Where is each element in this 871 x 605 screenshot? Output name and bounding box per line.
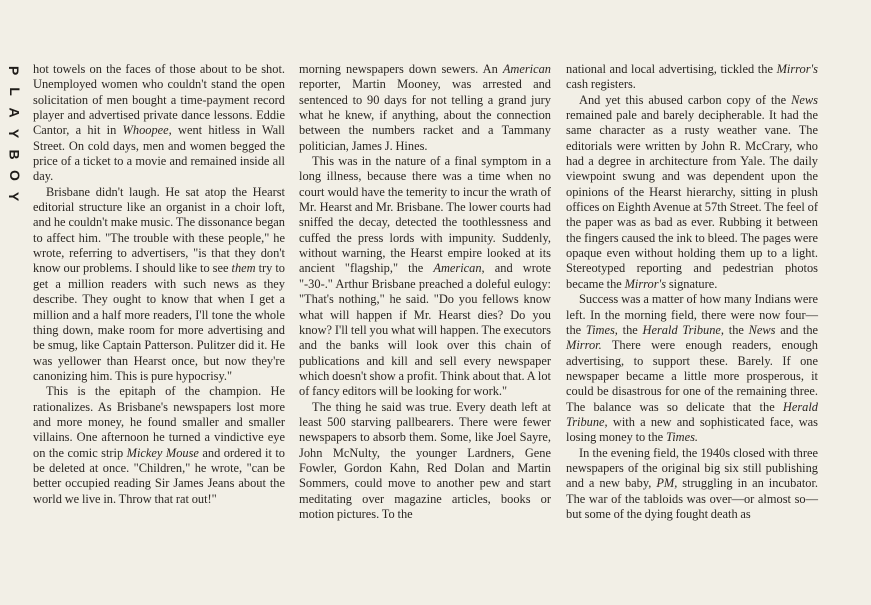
text-run: reporter, Martin Mooney, was arrested and sentenced to 90 days for not telling a grand jury what he knew, if anything, about the connection between the numbers racket and a Tammany politician, James J. Hines. <box>299 77 551 153</box>
paragraph <box>33 384 285 507</box>
text-run: national and local advertising, tickled the <box>566 62 777 76</box>
text-run: the <box>617 322 643 337</box>
paragraph <box>299 400 551 523</box>
paragraph <box>299 62 551 154</box>
text-run: with a new and sophisticated face, was losing money to the <box>566 414 818 445</box>
text-run: cash registers. <box>566 77 636 92</box>
italic-title: Whoopee, <box>122 123 172 138</box>
running-head-letter: B <box>6 149 23 160</box>
text-run: In the evening field, the 1940s closed with three newspapers of the original big six still publishing and a new baby, <box>566 445 818 491</box>
running-head-letter: L <box>6 87 23 96</box>
text-column-1 <box>33 62 285 507</box>
paragraph <box>566 62 818 93</box>
italic-title: Mirror. <box>566 338 602 353</box>
running-head-letter: A <box>6 107 23 118</box>
text-run: struggling in an incubator. The war of the tabloids was over—or almost so—but some of the dying fought death as <box>566 476 818 521</box>
text-run: went hitless in Wall Street. On cold days, men and women begged the price of a ticket to a movie and remained inside all day. <box>33 123 285 184</box>
text-run: signature. <box>666 276 718 291</box>
paragraph <box>299 154 551 400</box>
text-run: Success was a matter of how many Indians were left. In the morning field, there were now four—the <box>566 292 818 337</box>
text-run: try to get a million readers with such news as they describe. They ought to know that when I get a million and a half more readers, I'll tone the whole thing down, make room for more advertising and be smug, like Captain Patterson. Pulitzer did it. He was yellower than Hearst once, but now they're canonizing him. This is pure hypocrisy." <box>33 261 286 383</box>
paragraph <box>566 93 818 292</box>
paragraph <box>566 292 818 445</box>
italic-title: American <box>502 62 551 76</box>
italic-title: American, <box>433 261 485 276</box>
italic-title: Times. <box>665 430 699 445</box>
paragraph <box>33 185 285 384</box>
italic-title: News <box>748 322 776 337</box>
text-run: The thing he said was true. Every death left at least 500 starving pallbearers. There were fewer newspapers to absorb them. Some, like Joel Sayre, John McNulty, the younger Lardners, Gene Fowler, Gordon Kahn, Red Dolan and Martin Sommers, could move to another pew and start meditating over magazine articles, books or motion pictures. To the <box>299 399 551 521</box>
paragraph <box>33 62 285 185</box>
text-run: Brisbane didn't laugh. He sat atop the Hearst editorial structure like an organist in a choir loft, and he couldn't make music. The dissonance began to affect him. "The trouble with these people," he wrote, referring to advertisers, "is that they don't know our problems. I should like to see <box>33 184 285 276</box>
running-head-letter: O <box>6 170 23 181</box>
italic-title: PM, <box>656 476 678 491</box>
text-run: morning newspapers down sewers. An <box>299 62 503 76</box>
text-run: and wrote "-30-." Arthur Brisbane preached a doleful eulogy: "That's nothing," he said. "Do you fellows know what will happen if Mr. Hearst dies? Do you know? I'll tell you what will happen. The executors and the banks will look over this chain of publications and kill and sell every newspaper which doesn't show a profit. Think about that. A lot of fancy editors will be looking for work." <box>299 261 552 399</box>
text-run: hot towels on the faces of those about to be shot. Unemployed women who couldn't stand the open solicitation of men bought a time-payment record player and advertised private dance lessons. Eddie Cantor, a hit in <box>33 62 285 138</box>
paragraph <box>566 446 818 523</box>
italic-emphasis: them <box>231 261 256 276</box>
italic-title: Mirror's <box>624 276 667 291</box>
running-head-letter: Y <box>6 128 23 139</box>
text-run: and ordered it to be deleted at once. "Children," he wrote, "can be better occupied reading Sir James Jeans about the world we live in. Throw that rat out!" <box>33 445 285 506</box>
italic-title: Herald Tribune, <box>642 322 725 337</box>
text-run: the <box>724 322 749 337</box>
running-head-letter: P <box>6 65 23 76</box>
text-run: And yet this abused carbon copy of the <box>579 92 792 107</box>
italic-title: Times, <box>585 322 618 337</box>
text-run: There were enough readers, enough advertising, to support these. Barely. If one newspaper became a little more prosperous, it could be disastrous for one of the remaining three. The balance was so delicate that the <box>566 338 818 414</box>
text-column-3 <box>566 62 818 522</box>
italic-title: Herald Tribune, <box>566 399 818 429</box>
italic-title: Mirror's <box>776 62 818 76</box>
text-run: This was in the nature of a final symptom in a long illness, because there was a time when no court would have the temerity to incur the wrath of Mr. Hearst and Mr. Brisbane. The lower courts had sniffed the decay, detected the toothlessness and cuffed the press lords with impunity. Suddenly, without warning, the Hearst empire looked at its ancient "flagship," the <box>299 154 551 276</box>
italic-title: News <box>791 92 818 107</box>
playboy-running-head <box>0 60 28 207</box>
running-head-letter: Y <box>6 191 23 202</box>
text-run: This is the epitaph of the champion. He rationalizes. As Brisbane's newspapers lost more and more money, he found smaller and smaller villains. One afternoon he turned a vindictive eye on the comic strip <box>33 384 285 460</box>
italic-title: Mickey Mouse <box>126 445 199 460</box>
text-column-2 <box>299 62 551 522</box>
text-run: and the <box>775 322 819 337</box>
text-run: remained pale and barely decipherable. It had the same character as a rusty weather vane. The editorials were written by John R. McCrary, who had a degree in architecture from Yale. The daily viewpoint swung and was dependent upon the opinions of the Hearst hierarchy, sitting in plush offices on Eighth Avenue at 57th Street. The feel of the paper was as bad as ever. Rubbing it between the fingers caused the ink to bleed. The pages were opaque even without holding them up to a light. Stereotyped reporting and pedestrian photos became the <box>566 108 818 291</box>
